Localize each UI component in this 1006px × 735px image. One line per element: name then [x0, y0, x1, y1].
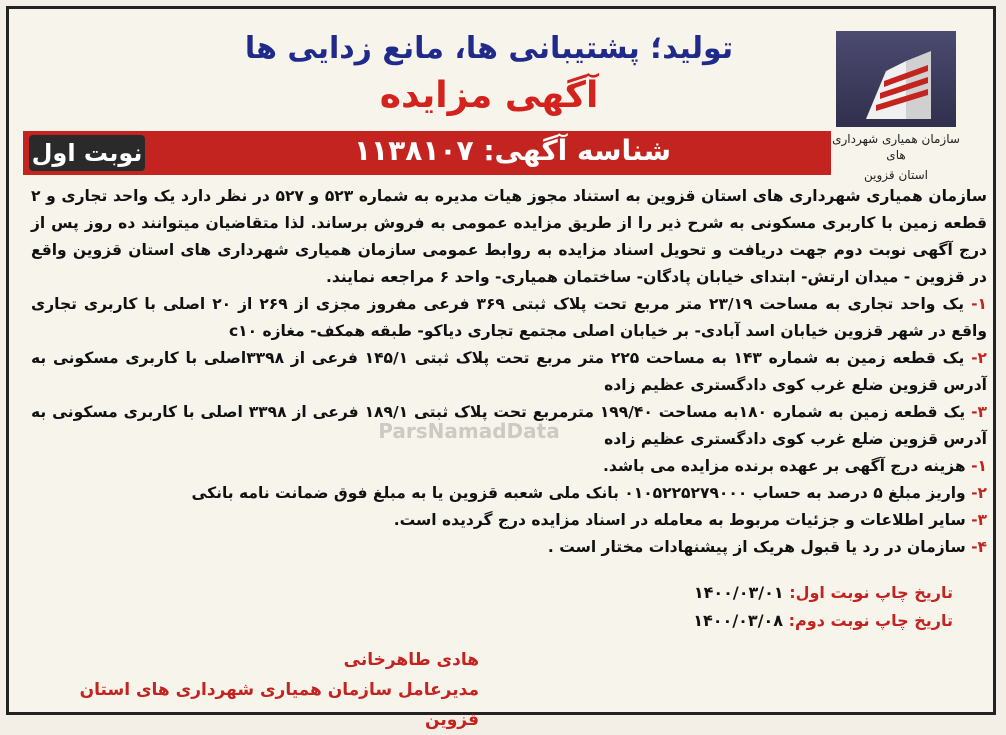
intro-paragraph: سازمان همیاری شهرداری های استان قزوین به استناد مجوز هیات مدیره به شماره ۵۲۳ و ۵۲۷ در نظر دارد یک واحد تجاری و ۲ قطعه زمین با کاربری مسکونی به شرح ذیر را از طریق مزایده عمومی به فروش برساند. لذا متقاضیان میتوانند ده روز پس از درج آگهی نوبت دوم جهت دریافت و تحویل اسناد مزایده به روابط عمومی سازمان همیاری شهرداری های استان قزوین واقع در قزوین - میدان ارتش- ابتدای خیابان پادگان- ساختمان همیاری- واحد ۶ مراجعه نمایند. [31, 187, 987, 286]
turn-badge: نوبت اول [29, 135, 145, 171]
list-item: ۳- یک قطعه زمین به شماره ۱۸۰به مساحت ۱۹۹/۴۰ مترمربع تحت پلاک ثبتی ۱۸۹/۱ فرعی از ۳۳۹۸ اصلی با کاربری مسکونی به آدرس قزوین ضلع غرب کوی دادگستری عظیم زاده [31, 403, 987, 448]
print-dates [533, 579, 953, 635]
first-print-date: تاریخ چاپ نوبت اول: ۱۴۰۰/۰۳/۰۱ [693, 583, 953, 602]
ad-body [31, 183, 987, 561]
second-print-date: تاریخ چاپ نوبت دوم: ۱۴۰۰/۰۳/۰۸ [693, 611, 953, 630]
signature-block [39, 645, 479, 735]
signatory-name: هادی طاهرخانی [343, 650, 479, 670]
signatory-title: مدیرعامل سازمان همیاری شهرداری های استان قزوین [79, 680, 479, 730]
watermark: ParsNamadData [378, 419, 560, 443]
ad-id: شناسه آگهی: ۱۱۳۸۱۰۷ [353, 134, 671, 167]
header-slogan: تولید؛ پشتیبانی ها، مانع زدایی ها [244, 31, 734, 66]
note-item: ۲- واریز مبلغ ۵ درصد به حساب ۰۱۰۵۲۲۵۲۷۹۰۰۰ بانک ملی شعبه قزوین یا به مبلغ فوق ضمانت نامه بانکی [191, 484, 987, 502]
header-title: آگهی مزایده [379, 75, 599, 116]
list-item: ۲- یک قطعه زمین به شماره ۱۴۳ به مساحت ۲۲۵ متر مربع تحت پلاک ثبتی ۱۴۵/۱ فرعی از ۳۳۹۸اصلی با کاربری مسکونی به آدرس قزوین ضلع غرب کوی دادگستری عظیم زاده [31, 349, 987, 394]
list-item: ۱- یک واحد تجاری به مساحت ۲۳/۱۹ متر مربع تحت پلاک ثبتی ۳۶۹ فرعی مفروز مجزی از ۲۶۹ از ۲۰ اصلی با کاربری تجاری واقع در شهر قزوین خیابان اسد آبادی- بر خیابان اصلی مجتمع تجاری دیاکو- طبقه همکف- مغازه c۱۰ [31, 295, 987, 340]
logo-block [821, 31, 971, 181]
ad-frame [6, 6, 996, 730]
logo-caption-line2: استان قزوین [864, 168, 928, 182]
building-logo-icon [836, 31, 956, 127]
note-item: ۱- هزینه درج آگهی بر عهده برنده مزایده می باشد. [603, 457, 987, 475]
note-item: ۳- سایر اطلاعات و جزئیات مربوط به معامله در اسناد مزایده درج گردیده است. [393, 511, 987, 529]
note-item: ۴- سازمان در رد یا قبول هریک از پیشنهادات مختار است . [547, 538, 987, 556]
ad-id-bar [23, 131, 831, 175]
logo-caption-line1: سازمان همیاری شهرداری های [832, 132, 960, 162]
